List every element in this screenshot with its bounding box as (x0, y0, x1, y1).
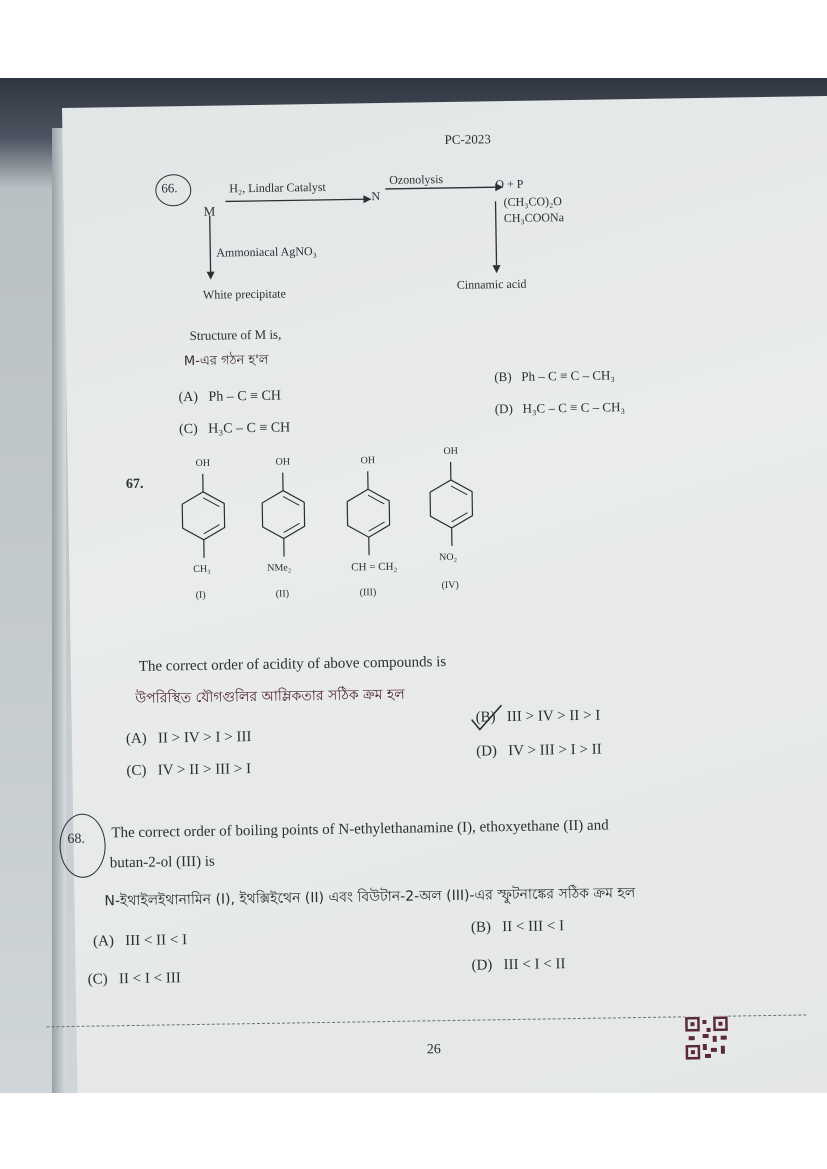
intermediate-n: N (371, 189, 381, 204)
option-label: (B) (470, 919, 492, 936)
question-text-bn: N-ইথাইলইথানামিন (I), ইথক্সিইথেন (II) এবং বিউটান-2-অল (III)-এর স্ফুটনাঙ্কের সঠিক ক্রম হল (104, 885, 636, 910)
white-precipitate: White precipitate (202, 286, 287, 302)
oh-label: OH (275, 456, 291, 468)
option-text: II < III < I (502, 918, 565, 936)
oh-label: OH (195, 457, 211, 469)
option-a (93, 932, 187, 950)
option-label: (D) (471, 957, 493, 974)
option-label: (B) (494, 368, 512, 385)
question-text-en-line2: butan-2-ol (III) is (109, 853, 215, 872)
products-o-p: O + P (495, 176, 524, 192)
substituent-label: NO₂ (439, 551, 458, 564)
question-text-en-line1: The correct order of boiling points of N-ethylethanamine (I), ethoxyethane (II) and (111, 817, 609, 842)
structure-iii (347, 471, 390, 556)
structure-i (182, 474, 225, 559)
option-c (88, 970, 181, 988)
option-text: Ph – C ≡ C – CH₃ (521, 367, 615, 384)
option-text: II > IV > I > III (157, 729, 252, 747)
option-c (126, 761, 251, 780)
option-label: (A) (125, 730, 147, 748)
acetic-anhydride: (CH₃CO)₂O (503, 194, 563, 210)
option-c (179, 420, 290, 438)
substituent-label: CH₃ (193, 563, 211, 575)
structure-iv (430, 462, 473, 547)
option-text: III > IV > II > I (506, 707, 601, 726)
option-label: (C) (126, 762, 147, 780)
tollens-reagent: Ammoniacal AgNO₃ (216, 244, 317, 260)
option-d (495, 399, 625, 417)
option-text: IV > II > III > I (157, 761, 252, 779)
compound-number: (IV) (441, 579, 459, 592)
option-b (471, 918, 564, 936)
substituent-label: CH = CH₂ (351, 560, 398, 574)
option-text: H₃C – C ≡ C – CH₃ (522, 399, 626, 416)
option-text: III < II < I (125, 932, 188, 950)
question-text-bn: উপরিস্থিত যৌগগুলির আম্লিকতার সঠিক ক্রম হল (135, 686, 405, 707)
lindlar-reagent: H₂, Lindlar Catalyst (229, 179, 326, 196)
option-d (476, 742, 602, 761)
page-number: 26 (426, 1042, 441, 1058)
option-a (178, 389, 281, 407)
option-a (126, 729, 252, 748)
cinnamic-acid: Cinnamic acid (456, 276, 527, 292)
question-number: 66. (161, 180, 178, 196)
photo-background (0, 78, 827, 1093)
question-text-en: The correct order of acidity of above compounds is (138, 654, 447, 675)
oh-label: OH (443, 445, 458, 458)
option-text: IV > III > I > II (508, 741, 602, 760)
reactant-m: M (203, 203, 216, 219)
substituent-label: NMe₂ (267, 562, 292, 574)
option-label: (C) (87, 971, 108, 988)
oh-label: OH (360, 455, 376, 467)
structure-ii (262, 472, 305, 557)
qr-code-icon (684, 1016, 729, 1061)
option-d (471, 956, 565, 974)
sodium-acetate: CH₃COONa (503, 210, 565, 226)
option-text: II < I < III (118, 970, 181, 988)
question-number: 68. (67, 831, 86, 848)
option-label: (A) (178, 389, 199, 406)
compound-number: (II) (275, 588, 290, 600)
option-label: (A) (92, 933, 115, 950)
tick-mark (467, 703, 507, 734)
question-text-bn: M-এর গঠন হ'ল (183, 352, 269, 370)
compound-number: (I) (195, 589, 206, 601)
option-b (494, 367, 615, 385)
question-number: 67. (125, 476, 144, 493)
paper-code: PC-2023 (444, 131, 491, 147)
exam-page (62, 96, 827, 1093)
option-label: (D) (494, 400, 513, 417)
compound-number: (III) (359, 587, 377, 599)
option-text: H₃C – C ≡ CH (208, 420, 291, 437)
ozonolysis-reagent: Ozonolysis (389, 172, 444, 187)
question-text-en: Structure of M is, (189, 326, 282, 344)
option-label: (B) (475, 709, 496, 726)
option-label: (C) (178, 421, 198, 438)
option-label: (D) (476, 743, 498, 760)
option-text: III < I < II (503, 956, 566, 974)
option-text: Ph – C ≡ CH (208, 388, 282, 405)
